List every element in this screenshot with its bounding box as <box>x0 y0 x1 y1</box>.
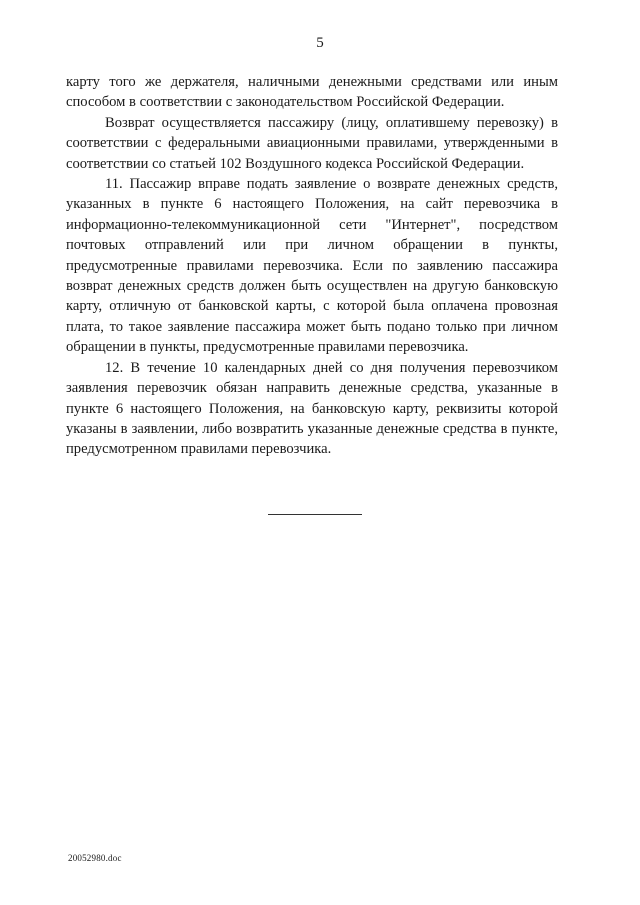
document-body <box>66 72 558 460</box>
paragraph-item-12: 12. В течение 10 календарных дней со дня получения перевозчиком заявления перевозчик обязан направить денежные средства, указанные в пункте 6 настоящего Положения, на банковскую карту, реквизиты которой указаны в заявлении, либо возвратить указанные денежные средства в пункте, предусмотренном правилами перевозчика. <box>66 359 558 458</box>
paragraph-continuation: карту того же держателя, наличными денежными средствами или иным способом в соответствии с законодательством Российской Федерации. <box>66 74 558 111</box>
paragraph-item-11: 11. Пассажир вправе подать заявление о возврате денежных средств, указанных в пункте 6 настоящего Положения, на сайт перевозчика в информационно-телекоммуникационной сети "Интернет", посредством почтовых отправлений или при личном обращении в пункты, предусмотренные правилами перевозчика. Если по заявлению пассажира возврат денежных средств должен быть осуществлен на другую банковскую карту, отличную от банковской карты, с которой была оплачена провозная плата, то такое заявление пассажира может быть подано только при личном обращении в пункты, предусмотренные правилами перевозчика. <box>66 176 558 356</box>
page-number: 5 <box>316 35 324 51</box>
paragraph-refund-recipient: Возврат осуществляется пассажиру (лицу, оплатившему перевозку) в соответствии с федеральными авиационными правилами, утвержденными в соответствии со статьей 102 Воздушного кодекса Российской Федерации. <box>66 114 558 172</box>
end-separator-line <box>268 514 362 515</box>
footer-file-name: 20052980.doc <box>68 853 122 863</box>
